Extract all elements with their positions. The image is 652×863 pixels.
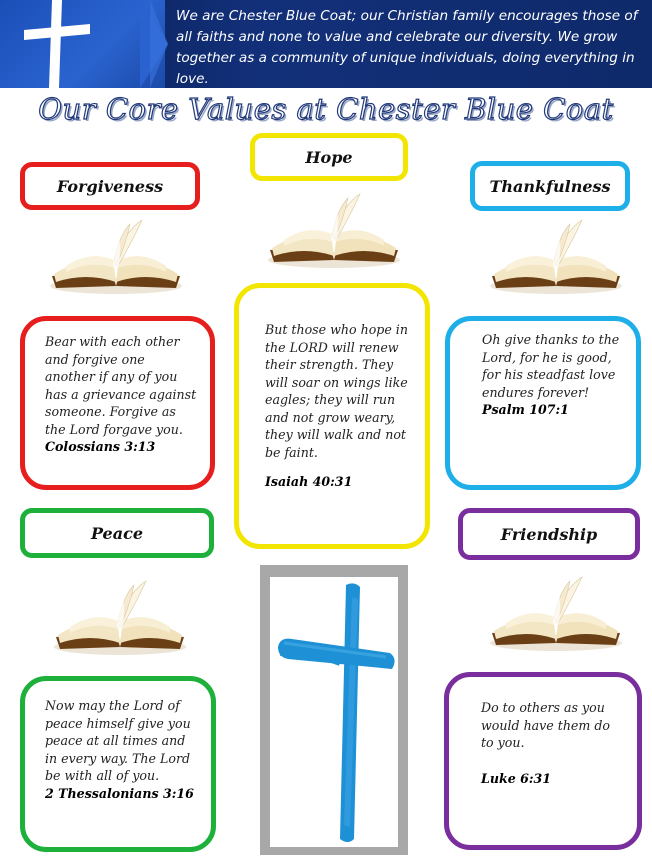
- value-label-forgiveness: Forgiveness: [20, 162, 200, 210]
- page-title: Our Core Values at Chester Blue Coat: [38, 92, 614, 126]
- bible-icon: [264, 190, 404, 272]
- verse-text: Do to others as you would have them do to you.: [481, 700, 610, 750]
- painted-cross-icon: [270, 577, 398, 847]
- verse-card-hope: [234, 283, 430, 549]
- verse-card-forgiveness: [20, 316, 215, 490]
- verse-reference: Isaiah 40:31: [265, 474, 353, 489]
- value-label-friendship: Friendship: [458, 508, 640, 560]
- verse-card-friendship: [444, 672, 642, 850]
- banner-cross-icon: [22, 0, 92, 88]
- value-label-peace: Peace: [20, 508, 214, 558]
- verse-reference: Colossians 3:13: [45, 439, 156, 454]
- cross-picture: [260, 565, 408, 855]
- value-label-thankfulness: Thankfulness: [470, 161, 630, 211]
- verse-text: Oh give thanks to the Lord, for he is good, for his steadfast love endures forever!: [482, 332, 620, 400]
- bible-icon: [50, 570, 190, 666]
- header-banner: [0, 0, 652, 88]
- bible-icon: [46, 216, 186, 298]
- verse-reference: Psalm 107:1: [482, 402, 569, 417]
- verse-reference: Luke 6:31: [481, 770, 552, 786]
- verse-text: But those who hope in the LORD will renew their strength. They will soar on wings like eagles; they will run and not grow weary, they will walk and not be faint.: [265, 322, 408, 460]
- cross-picture-canvas: [270, 577, 398, 847]
- verse-card-peace: [20, 676, 216, 852]
- verse-text: Bear with each other and forgive one another if any of you has a grievance against someone. Forgive as the Lord forgave you.: [45, 334, 197, 437]
- verse-reference: 2 Thessalonians 3:16: [45, 785, 194, 801]
- verse-text: Now may the Lord of peace himself give you peace at all times and in every way. The Lord be with all of you.: [45, 698, 191, 783]
- bible-icon: [486, 216, 626, 298]
- banner-chevron-highlight: [150, 0, 168, 88]
- bible-icon: [486, 566, 626, 662]
- value-label-hope: Hope: [250, 133, 408, 181]
- verse-card-thankfulness: [445, 316, 641, 490]
- school-statement: We are Chester Blue Coat; our Christian family encourages those of all faiths and none to value and celebrate our diversity. We grow together as a community of unique individuals, doing everything in love.: [176, 8, 638, 87]
